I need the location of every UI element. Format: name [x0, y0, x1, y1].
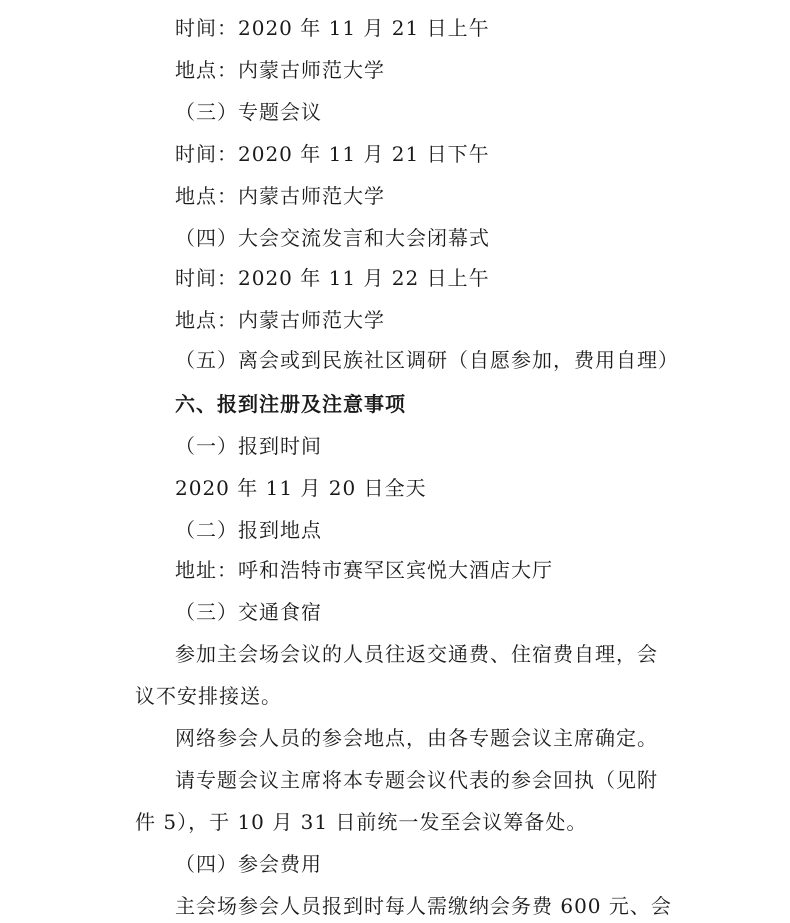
special-meeting-time-line: 时间：2020 年 11 月 21 日下午 [175, 142, 490, 166]
paragraph-fees-a: 主会场参会人员报到时每人需缴纳会务费 600 元、会 [175, 894, 672, 918]
subsection-fees: （四）参会费用 [175, 852, 322, 876]
special-meeting-location-line: 地点：内蒙古师范大学 [175, 184, 385, 208]
meeting-time-line: 时间：2020 年 11 月 21 日上午 [175, 16, 490, 40]
section-heading-closing: （四）大会交流发言和大会闭幕式 [175, 226, 490, 250]
paragraph-receipt-a: 请专题会议主席将本专题会议代表的参会回执（见附 [175, 768, 658, 792]
registration-address: 地址：呼和浩特市赛罕区宾悦大酒店大厅 [175, 558, 553, 582]
section-heading-special-meeting: （三）专题会议 [175, 100, 322, 124]
meeting-location-line: 地点：内蒙古师范大学 [175, 58, 385, 82]
section-heading-departure: （五）离会或到民族社区调研（自愿参加，费用自理） [175, 348, 679, 372]
subsection-transport-lodging: （三）交通食宿 [175, 600, 322, 624]
closing-location-line: 地点：内蒙古师范大学 [175, 308, 385, 332]
paragraph-transport-1b: 议不安排接送。 [135, 684, 282, 708]
subsection-registration-time: （一）报到时间 [175, 434, 322, 458]
paragraph-transport-1a: 参加主会场会议的人员往返交通费、住宿费自理，会 [175, 642, 658, 666]
paragraph-receipt-b: 件 5），于 10 月 31 日前统一发至会议筹备处。 [135, 810, 588, 834]
registration-time-value: 2020 年 11 月 20 日全天 [175, 476, 427, 500]
closing-time-line: 时间：2020 年 11 月 22 日上午 [175, 266, 490, 290]
subsection-registration-location: （二）报到地点 [175, 518, 322, 542]
paragraph-online-attendance: 网络参会人员的参会地点，由各专题会议主席确定。 [175, 726, 658, 750]
heading-registration: 六、报到注册及注意事项 [175, 392, 406, 416]
